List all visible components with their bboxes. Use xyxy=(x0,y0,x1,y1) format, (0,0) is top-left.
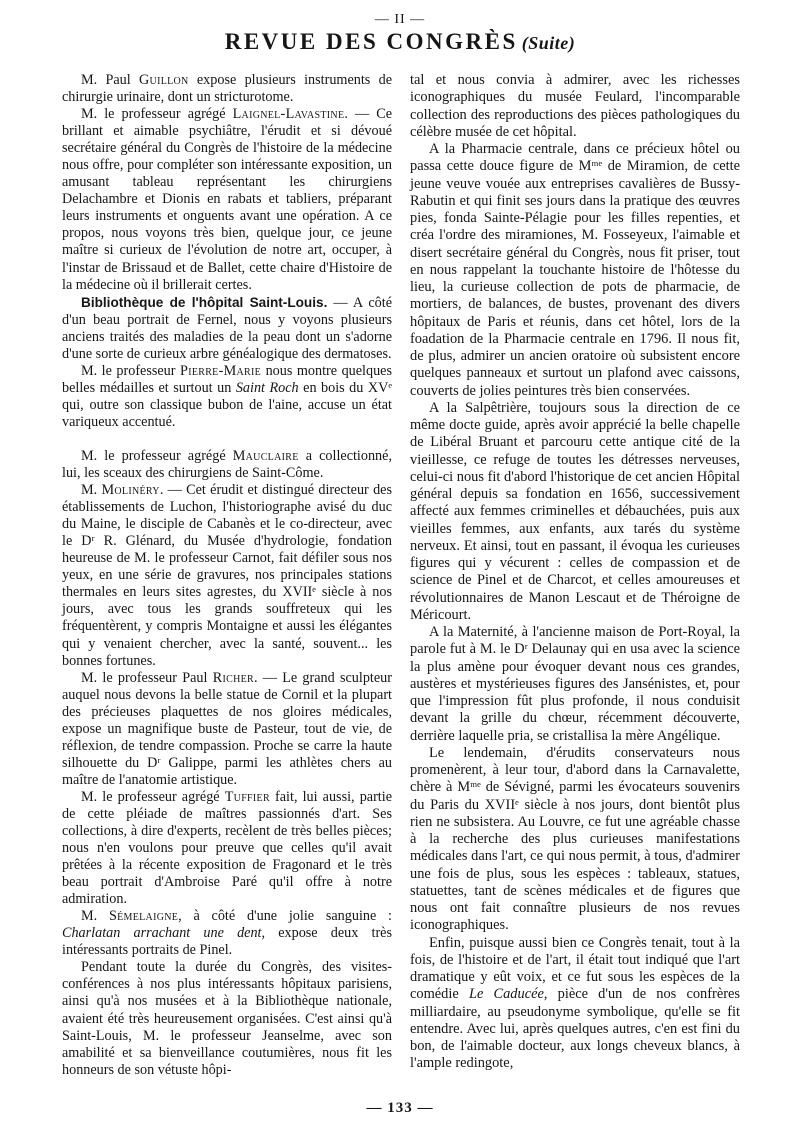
person-name: Guillon xyxy=(139,72,189,88)
left-column xyxy=(62,72,392,1079)
paragraph-tuffier: M. le professeur agrégé Tuffier fait, lui aussi, partie de cette pléiade de maîtres passionnés d'art. Ses collections, à dire d'experts, recèlent de très belles pièces; nous n'en voulons pour preuve que celles qu'il avait prêtées à la récente exposition de Fragonard et le très beau portrait d'Ambroise Paré qu'il offre à notre admiration. xyxy=(62,788,392,908)
paragraph-guillon: M. Paul Guillon expose plusieurs instruments de chirurgie urinaire, dont un stricturotome. xyxy=(62,72,392,106)
paragraph-semelaigne: M. Sémelaigne, à côté d'une jolie sanguine : Charlatan arrachant une dent, expose deux très intéressants portraits de Pinel. xyxy=(62,908,392,959)
person-name: Laignel-Lavastine xyxy=(232,106,345,123)
paragraph-theatre: Enfin, puisque aussi bien ce Congrès tenait, tout à la fois, de l'histoire et de l'art, il était tout indiqué que l'art dramatique y eût voix, et ce fut sous les espèces de la comédie Le Caducée, pièce d'un de nos confrères milliardaire, au pseudonyme symbolique, qu'elle se fit entendre. Avec lui, après quelques autres, c'en est fini du bon, de l'aimable docteur, aux longs cheveux blancs, à l'ample redingote, xyxy=(410,934,740,1072)
section-heading: Bibliothèque de l'hôpital Saint-Louis. xyxy=(81,294,328,310)
paragraph-continuation: tal et nous convia à admirer, avec les richesses iconographiques du musée Feulard, l'incomparable collection des reproductions des pièces pathologiques du célèbre musée de cet hôpital. xyxy=(410,72,740,140)
section-folio: — II — xyxy=(374,12,426,27)
person-name: Molinéry xyxy=(101,482,160,499)
page-number: — 133 — xyxy=(366,1100,434,1116)
person-name: Richer xyxy=(212,669,254,686)
person-name: Mauclaire xyxy=(232,447,299,464)
paragraph-visits: Pendant toute la durée du Congrès, des visites-conférences à nos plus intéressants hôpitaux parisiens, ainsi qu'à nos musées et à la Bibliothèque nationale, avaient été très heureusement organisées. C'est ainsi qu'à Saint-Louis, M. le professeur Jeanselme, avec son amabilité et sa bienveillance coutumières, nous fit les honneurs de son vétuste hôpi- xyxy=(62,959,392,1078)
paragraph-maternite: A la Maternité, à l'ancienne maison de Port-Royal, la parole fut à M. le Dʳ Delaunay qui en usa avec la science la plus amène pour évoquer devant nous ces grandes, austères et mystérieuses figures des Jansénistes, et, pour que l'impression fût plus profonde, il nous conduisit devant la grille du chœur, récemment découverte, derrière laquelle pria, se cristallisa la mère Angélique. xyxy=(410,624,740,744)
person-name: Sémelaigne xyxy=(108,908,179,925)
paragraph-laignel-lavastine: M. le professeur agrégé Laignel-Lavastine. — Ce brillant et aimable psychiâtre, l'érudit et si dévoué secrétaire général du Congrès de l'histoire de la médecine nous offre, pour compléter son intéressante exposition, un amusant tableau représentant les chirurgiens Delachambre et Dionis en rabats et tabliers, préparant leurs instruments et onguents avant une opération. A ce propos, nous voyons très bien, quelque jour, ce jeune maître si curieux de l'évolution de notre art, occuper, à l'instar de Brissaud et de Ballet, cette chaire d'Histoire de la médecine où il brillerait certes. xyxy=(62,106,393,293)
paragraph-pierre-marie: M. le professeur Pierre-Marie nous montre quelques belles médailles et surtout un Saint Roch en bois du XVᵉ qui, outre son classique bubon de l'aine, accuse un état variqueux accentué. xyxy=(62,362,393,430)
journal-subtitle: (Suite) xyxy=(521,33,576,53)
paragraph-museums: Le lendemain, d'érudits conservateurs nous promenèrent, à leur tour, d'abord dans la Carnavalette, chère à Mᵐᵉ de Sévigné, parmi les évocateurs souvenirs du Paris du XVIIᵉ siècle à nos jours, dont bientôt plus rien ne subsistera. Au Louvre, ce fut une agréable chasse à la recherche des plus curieuses manifestations médicales dans l'art, ce qui nous permit, à tous, d'admirer une fois de plus, sous les espèces : tableaux, statues, statuettes, tant de scènes médicales et de figures que nous ont fait connaître plusieurs de nos revues iconographiques. xyxy=(410,744,740,934)
page-title xyxy=(0,30,800,53)
paragraph-pharmacie-centrale: A la Pharmacie centrale, dans ce précieux hôtel ou passa cette douce figure de Mᵐᵉ de Miramion, de cette jeune veuve vouée aux entreprises cavalières de Bussy-Rabutin et qui finit ses jours dans la pratique des œuvres pies, fonda Sainte-Pélagie pour les filles repenties, et créa l'ordre des miramiones, M. Fosseyeux, l'aimable et disert secrétaire général du Congrès, nous fit priser, tout en nous rappelant la touchante histoire de l'hôtesse du lieu, la curieuse collection de pots de pharmacie, de mortiers, de balances, de bustes, provenant des divers hôpitaux de Paris et réunis, dans cet hôtel, lors de la foadation de la Pharmacie centrale en 1796. Il nous fit, de plus, admirer un ancien oratoire où subsistent encore quelques panneaux et surtout un plafond avec caissons, couverts de jolies peintures très bien conservées. xyxy=(410,141,740,399)
paragraph-richer: M. le professeur Paul Richer. — Le grand sculpteur auquel nous devons la belle statue de Cornil et la plupart des précieuses plaquettes de nos gloires médicales, expose un magnifique buste de Pasteur, tout de vie, de réflexion, de tendre compassion. Proche se carre la haute silhouette du Dʳ Galippe, parmi les athlètes chers au maître de l'anatomie artistique. xyxy=(62,669,392,788)
paragraph-salpetriere: A la Salpêtrière, toujours sous la direction de ce même docte guide, après avoir apprécié la belle chapelle de Libéral Bruant et parcouru cette antique cité de la vieillesse, ce refuge de toutes les détresses nerveuses, celui-ci nous fit d'abord l'historique de cet ancien Hôpital général depuis sa fondation en 1656, successivement affecté aux femmes criminelles et débauchées, puis aux vieilles femmes, aux enfants, aux tarés du système nerveux. Et ainsi, tout en passant, il évoqua les curieuses figures qui y vécurent : celles de compassion et de science de Pinel et de Charcot, et celles amoureuses et révolutionnaires de Manon Lescaut et de Théroigne de Méricourt. xyxy=(410,399,740,623)
person-name: Pierre-Marie xyxy=(180,362,262,379)
paragraph-mauclaire: M. le professeur agrégé Mauclaire a collectionné, lui, les sceaux des chirurgiens de Saint-Côme. xyxy=(62,447,392,482)
paragraph-saint-louis-library: Bibliothèque de l'hôpital Saint-Louis. — A côté d'un beau portrait de Fernel, nous y voyons plusieurs anciens traités des maladies de la peau dont un s'adorne d'une sorte de curieux arbre généalogique des dermatoses. xyxy=(62,294,392,362)
person-name: Tuffier xyxy=(224,788,270,805)
paragraph-molinery: M. Molinéry. — Cet érudit et distingué directeur des établissements de Luchon, l'historiographe avisé du duc du Maine, le disciple de Cabanès et le co-directeur, avec le Dʳ R. Glénard, du Musée d'hydrologie, fondation heureuse de M. le professeur Carnot, fait défiler sous nos yeux, en une série de gravures, nos principales stations thermales en leurs sites agrestes, du XVIIᵉ siècle à nos jours, avec tous les grands souffreteux qui les fréquentèrent, y compris Montaigne et aussi les élégantes qui y venaient chercher, avec la santé, souvent... les bonnes fortunes. xyxy=(62,482,392,669)
right-column xyxy=(410,72,740,1073)
journal-title: REVUE DES CONGRÈS xyxy=(224,29,518,54)
